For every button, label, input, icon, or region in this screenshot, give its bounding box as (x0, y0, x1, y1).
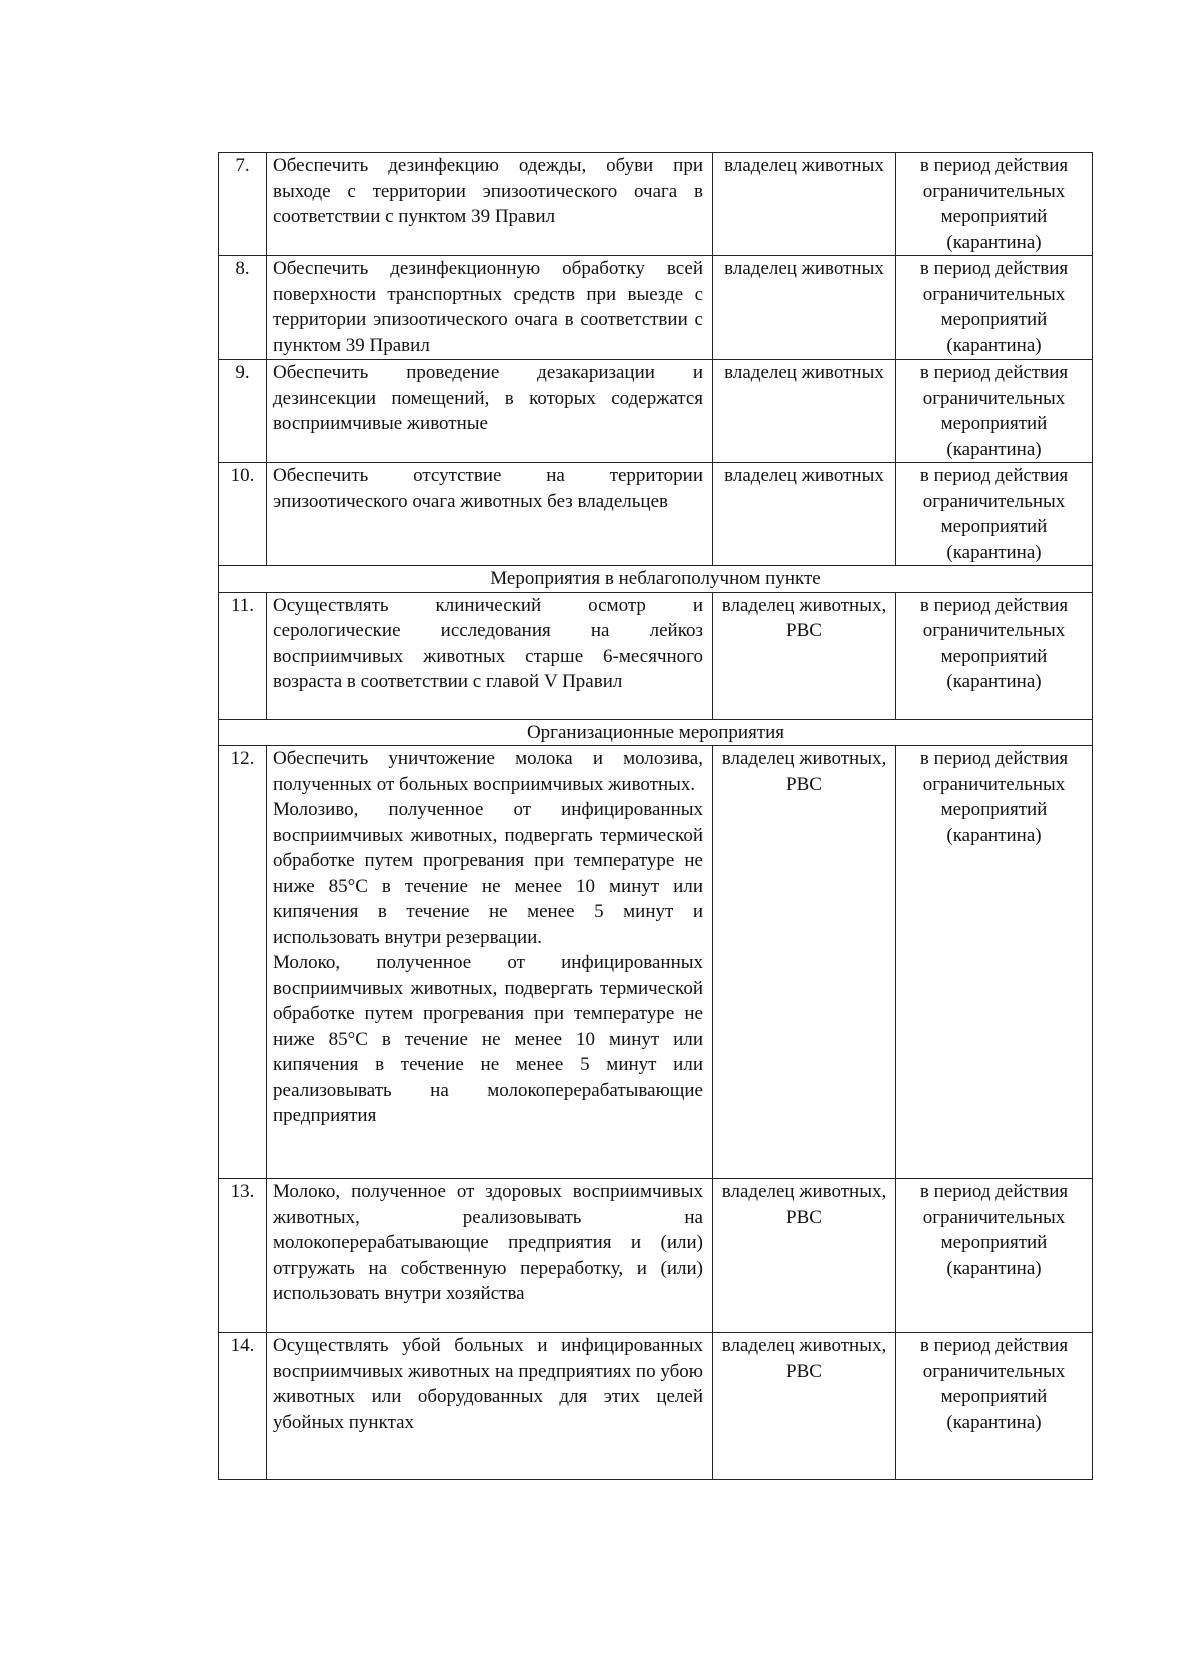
section-heading: Мероприятия в неблагополучном пункте (219, 566, 1093, 593)
responsible-cell: владелец животных (713, 153, 896, 256)
measure-text: Молоко, полученное от здоровых восприимчивых животных, реализовывать на молокоперерабатывающие предприятия и (или) отгружать на собственную переработку, и (или) использовать внутри хозяйства (267, 1179, 713, 1333)
section-row (219, 566, 1093, 593)
responsible-cell: владелец животных (713, 360, 896, 463)
responsible-cell: владелец животных (713, 256, 896, 360)
measure-paragraph: Молозиво, полученное от инфицированных восприимчивых животных, подвергать термической обработке путем прогревания при температуре не ниже 85°С в течение не менее 10 минут или кипячения в течение не менее 5 минут и использовать внутри резервации. (273, 799, 703, 948)
section-heading: Организационные мероприятия (219, 719, 1093, 746)
term-cell: в период действия ограничительных мероприятий (карантина) (896, 256, 1093, 360)
table-row (219, 463, 1093, 566)
table-row (219, 360, 1093, 463)
table-row (219, 746, 1093, 1179)
table-row (219, 1179, 1093, 1333)
responsible-cell: владелец животных, РВС (713, 746, 896, 1179)
row-number: 13. (219, 1179, 267, 1333)
responsible-cell: владелец животных, РВС (713, 592, 896, 719)
responsible-cell: владелец животных, РВС (713, 1179, 896, 1333)
measure-paragraph: Обеспечить уничтожение молока и молозива, полученных от больных восприимчивых животных. (273, 748, 703, 795)
measure-text: Обеспечить дезинфекционную обработку всей поверхности транспортных средств при выезде с территории эпизоотического очага в соответствии с пунктом 39 Правил (267, 256, 713, 360)
term-cell: в период действия ограничительных мероприятий (карантина) (896, 360, 1093, 463)
table-row (219, 1333, 1093, 1480)
measure-text: Обеспечить отсутствие на территории эпизоотического очага животных без владельцев (267, 463, 713, 566)
table-row (219, 256, 1093, 360)
term-cell: в период действия ограничительных мероприятий (карантина) (896, 592, 1093, 719)
measures-table (218, 152, 1093, 1480)
row-number: 14. (219, 1333, 267, 1480)
measure-paragraph: Молоко, полученное от инфицированных восприимчивых животных, подвергать термической обработке путем прогревания при температуре не ниже 85°С в течение не менее 10 минут или кипячения в течение не менее 5 минут или реализовывать на молокоперерабатывающие предприятия (273, 952, 703, 1126)
row-number: 9. (219, 360, 267, 463)
measure-text (267, 746, 713, 1179)
table-row (219, 153, 1093, 256)
measure-text: Обеспечить проведение дезакаризации и дезинсекции помещений, в которых содержатся восприимчивые животные (267, 360, 713, 463)
term-cell: в период действия ограничительных мероприятий (карантина) (896, 153, 1093, 256)
row-number: 7. (219, 153, 267, 256)
measure-text: Осуществлять убой больных и инфицированных восприимчивых животных на предприятиях по убою животных или оборудованных для этих целей убойных пунктах (267, 1333, 713, 1480)
row-number: 10. (219, 463, 267, 566)
responsible-cell: владелец животных, РВС (713, 1333, 896, 1480)
responsible-cell: владелец животных (713, 463, 896, 566)
measure-text: Осуществлять клинический осмотр и серологические исследования на лейкоз восприимчивых животных старше 6-месячного возраста в соответствии с главой V Правил (267, 592, 713, 719)
term-cell: в период действия ограничительных мероприятий (карантина) (896, 1179, 1093, 1333)
measure-text: Обеспечить дезинфекцию одежды, обуви при выходе с территории эпизоотического очага в соответствии с пунктом 39 Правил (267, 153, 713, 256)
row-number: 12. (219, 746, 267, 1179)
section-row (219, 719, 1093, 746)
row-number: 8. (219, 256, 267, 360)
term-cell: в период действия ограничительных мероприятий (карантина) (896, 746, 1093, 1179)
term-cell: в период действия ограничительных мероприятий (карантина) (896, 463, 1093, 566)
term-cell: в период действия ограничительных мероприятий (карантина) (896, 1333, 1093, 1480)
table-row (219, 592, 1093, 719)
row-number: 11. (219, 592, 267, 719)
